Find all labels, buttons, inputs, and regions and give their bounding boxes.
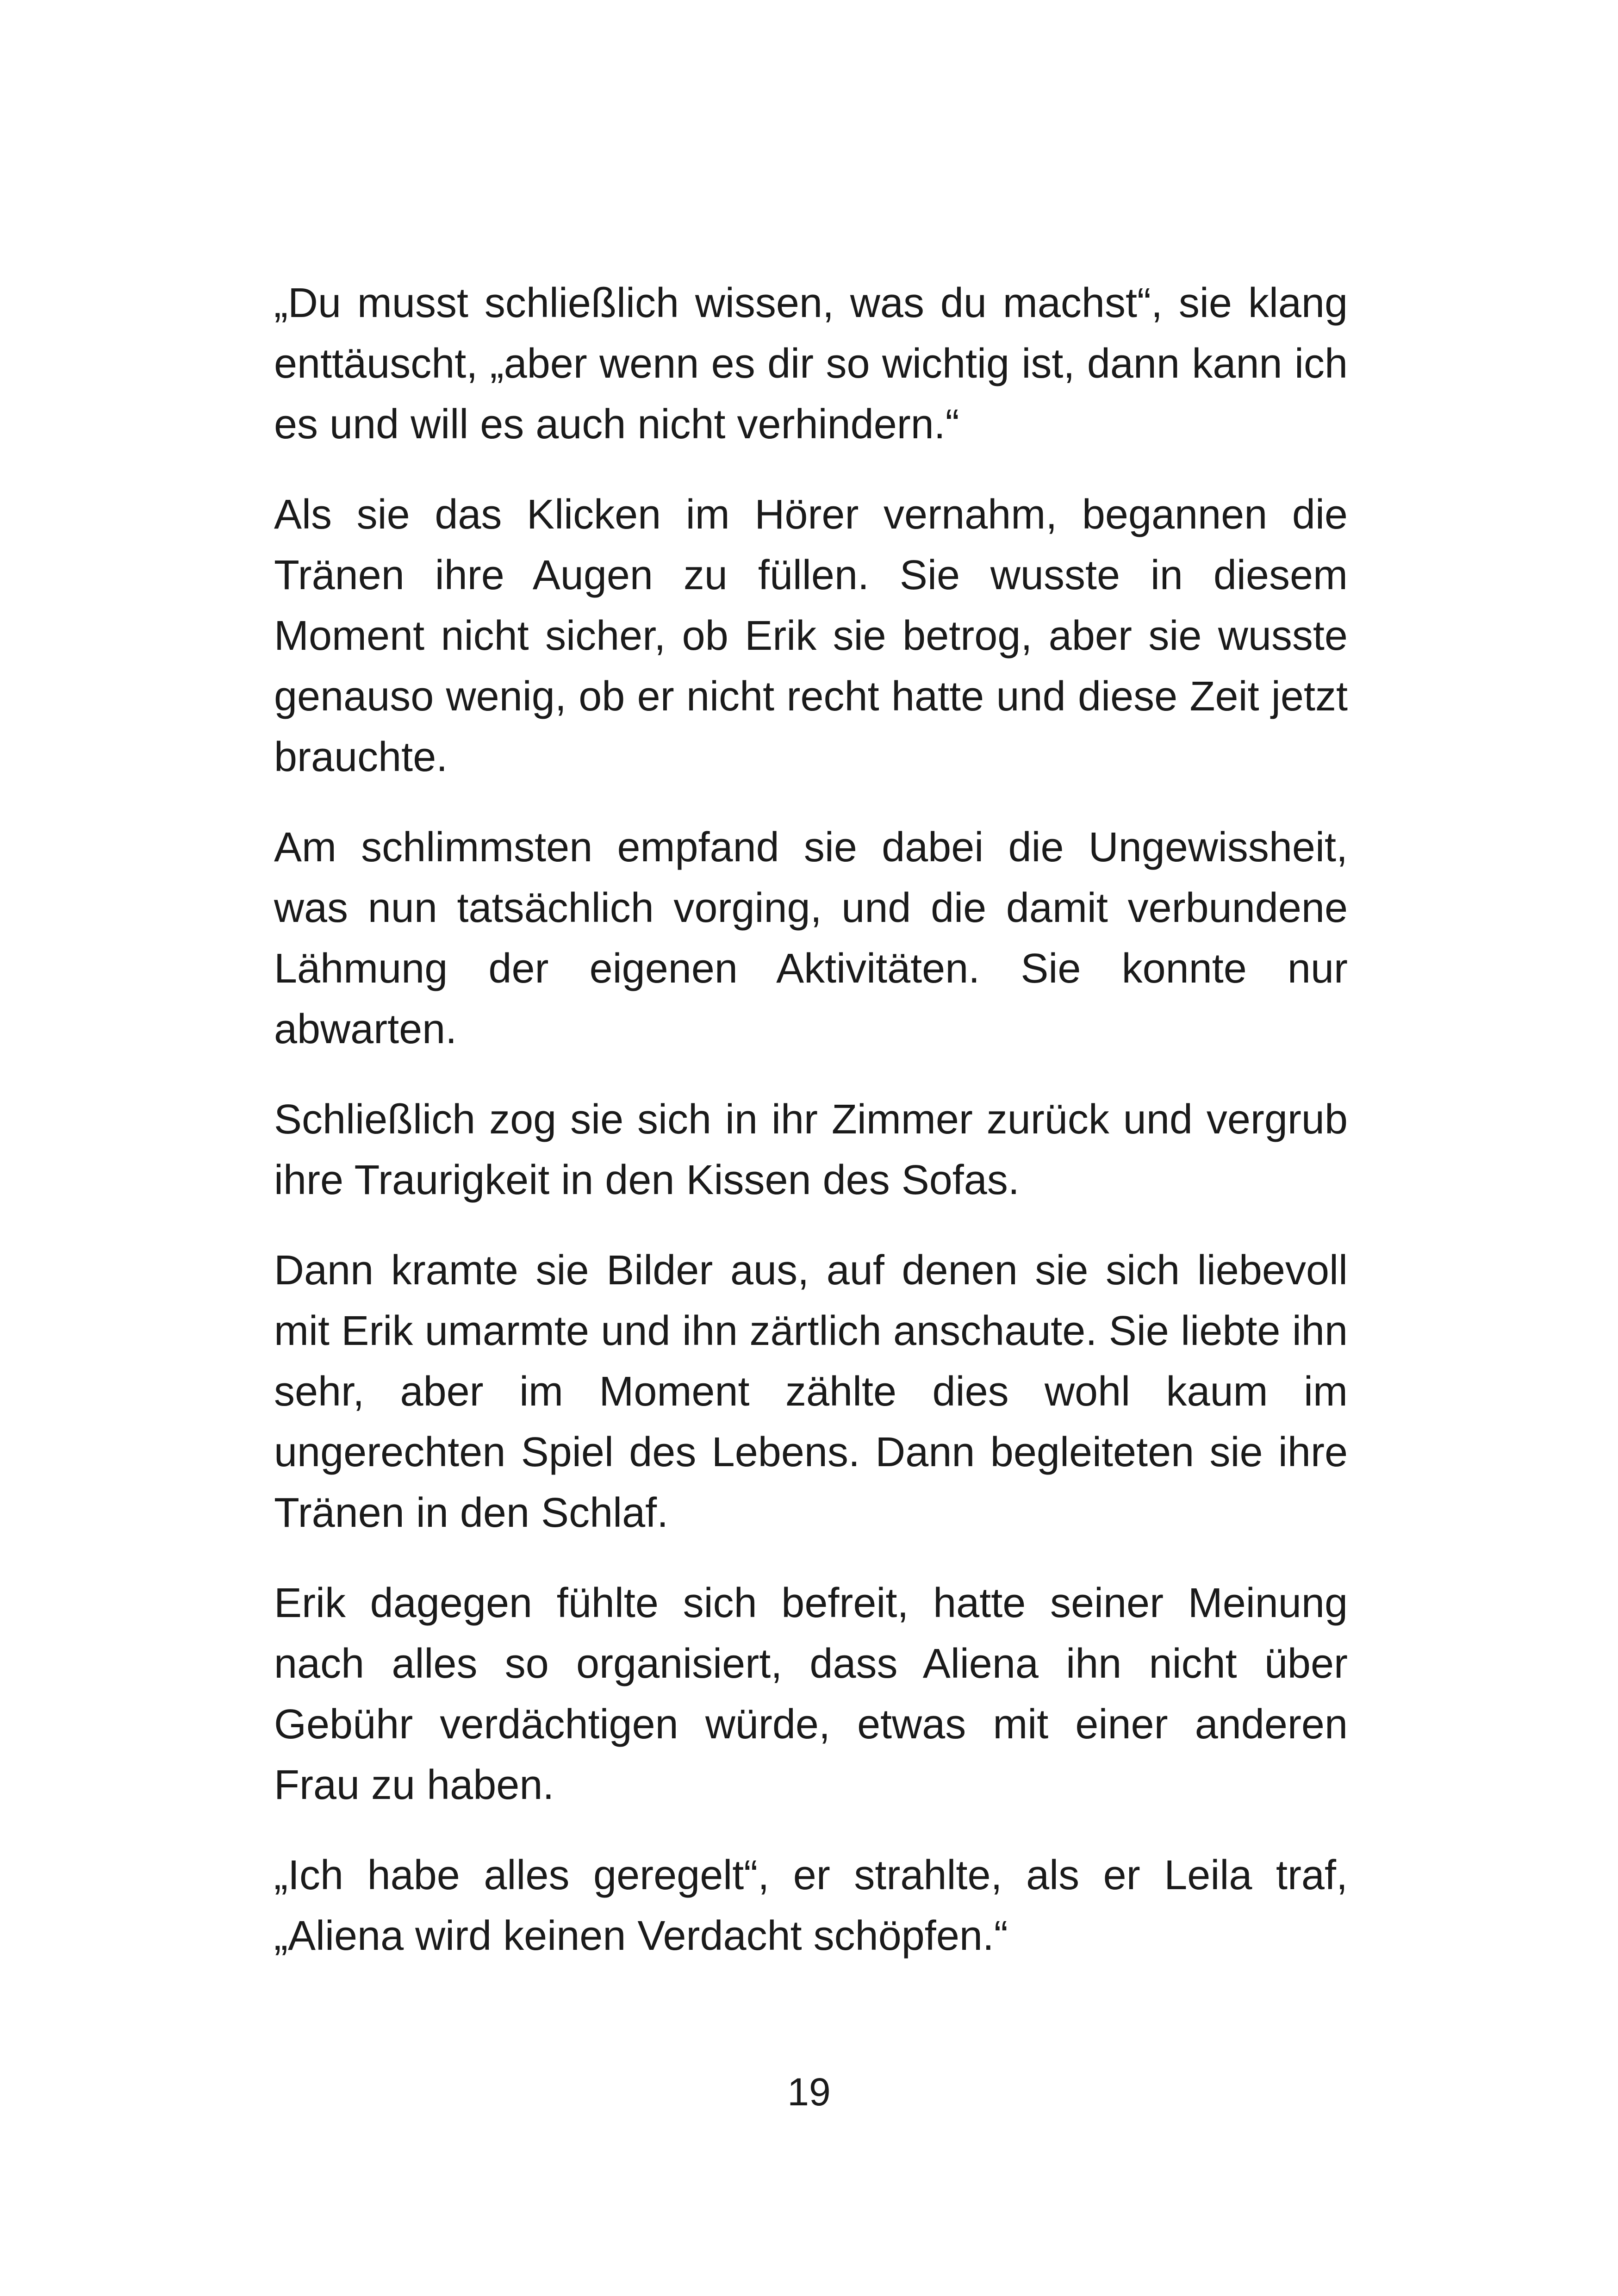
paragraph: Erik dagegen fühlte sich befreit, hatte seiner Meinung nach alles so organisiert, dass Aliena ihn nicht über Gebühr verdächtigen würde, etwas mit einer anderen Frau zu haben. bbox=[274, 1580, 1348, 1808]
body-text bbox=[274, 273, 1348, 1966]
paragraph: „Ich habe alles geregelt“, er strahlte, als er Leila traf, „Aliena wird keinen Verdacht schöpfen.“ bbox=[274, 1852, 1348, 1959]
paragraph: „Du musst schließlich wissen, was du machst“, sie klang enttäuscht, „aber wenn es dir so wichtig ist, dann kann ich es und will es auch nicht verhindern.“ bbox=[274, 280, 1348, 448]
paragraph: Am schlimmsten empfand sie dabei die Ungewissheit, was nun tatsächlich vorging, und die damit verbundene Lähmung der eigenen Aktivitäten. Sie konnte nur abwarten. bbox=[274, 824, 1348, 1052]
paragraph: Dann kramte sie Bilder aus, auf denen sie sich liebevoll mit Erik umarmte und ihn zärtlich anschaute. Sie liebte ihn sehr, aber im Moment zählte dies wohl kaum im ungerechten Spiel des Lebens. Dann begleiteten sie ihre Tränen in den Schlaf. bbox=[274, 1247, 1348, 1536]
page-number: 19 bbox=[787, 2070, 831, 2114]
paragraph: Als sie das Klicken im Hörer vernahm, begannen die Tränen ihre Augen zu füllen. Sie wusste in diesem Moment nicht sicher, ob Erik sie betrog, aber sie wusste genauso wenig, ob er nicht recht hatte und diese Zeit jetzt brauchte. bbox=[274, 492, 1348, 780]
paragraph: Schließlich zog sie sich in ihr Zimmer zurück und vergrub ihre Traurigkeit in den Kissen des Sofas. bbox=[274, 1096, 1348, 1203]
